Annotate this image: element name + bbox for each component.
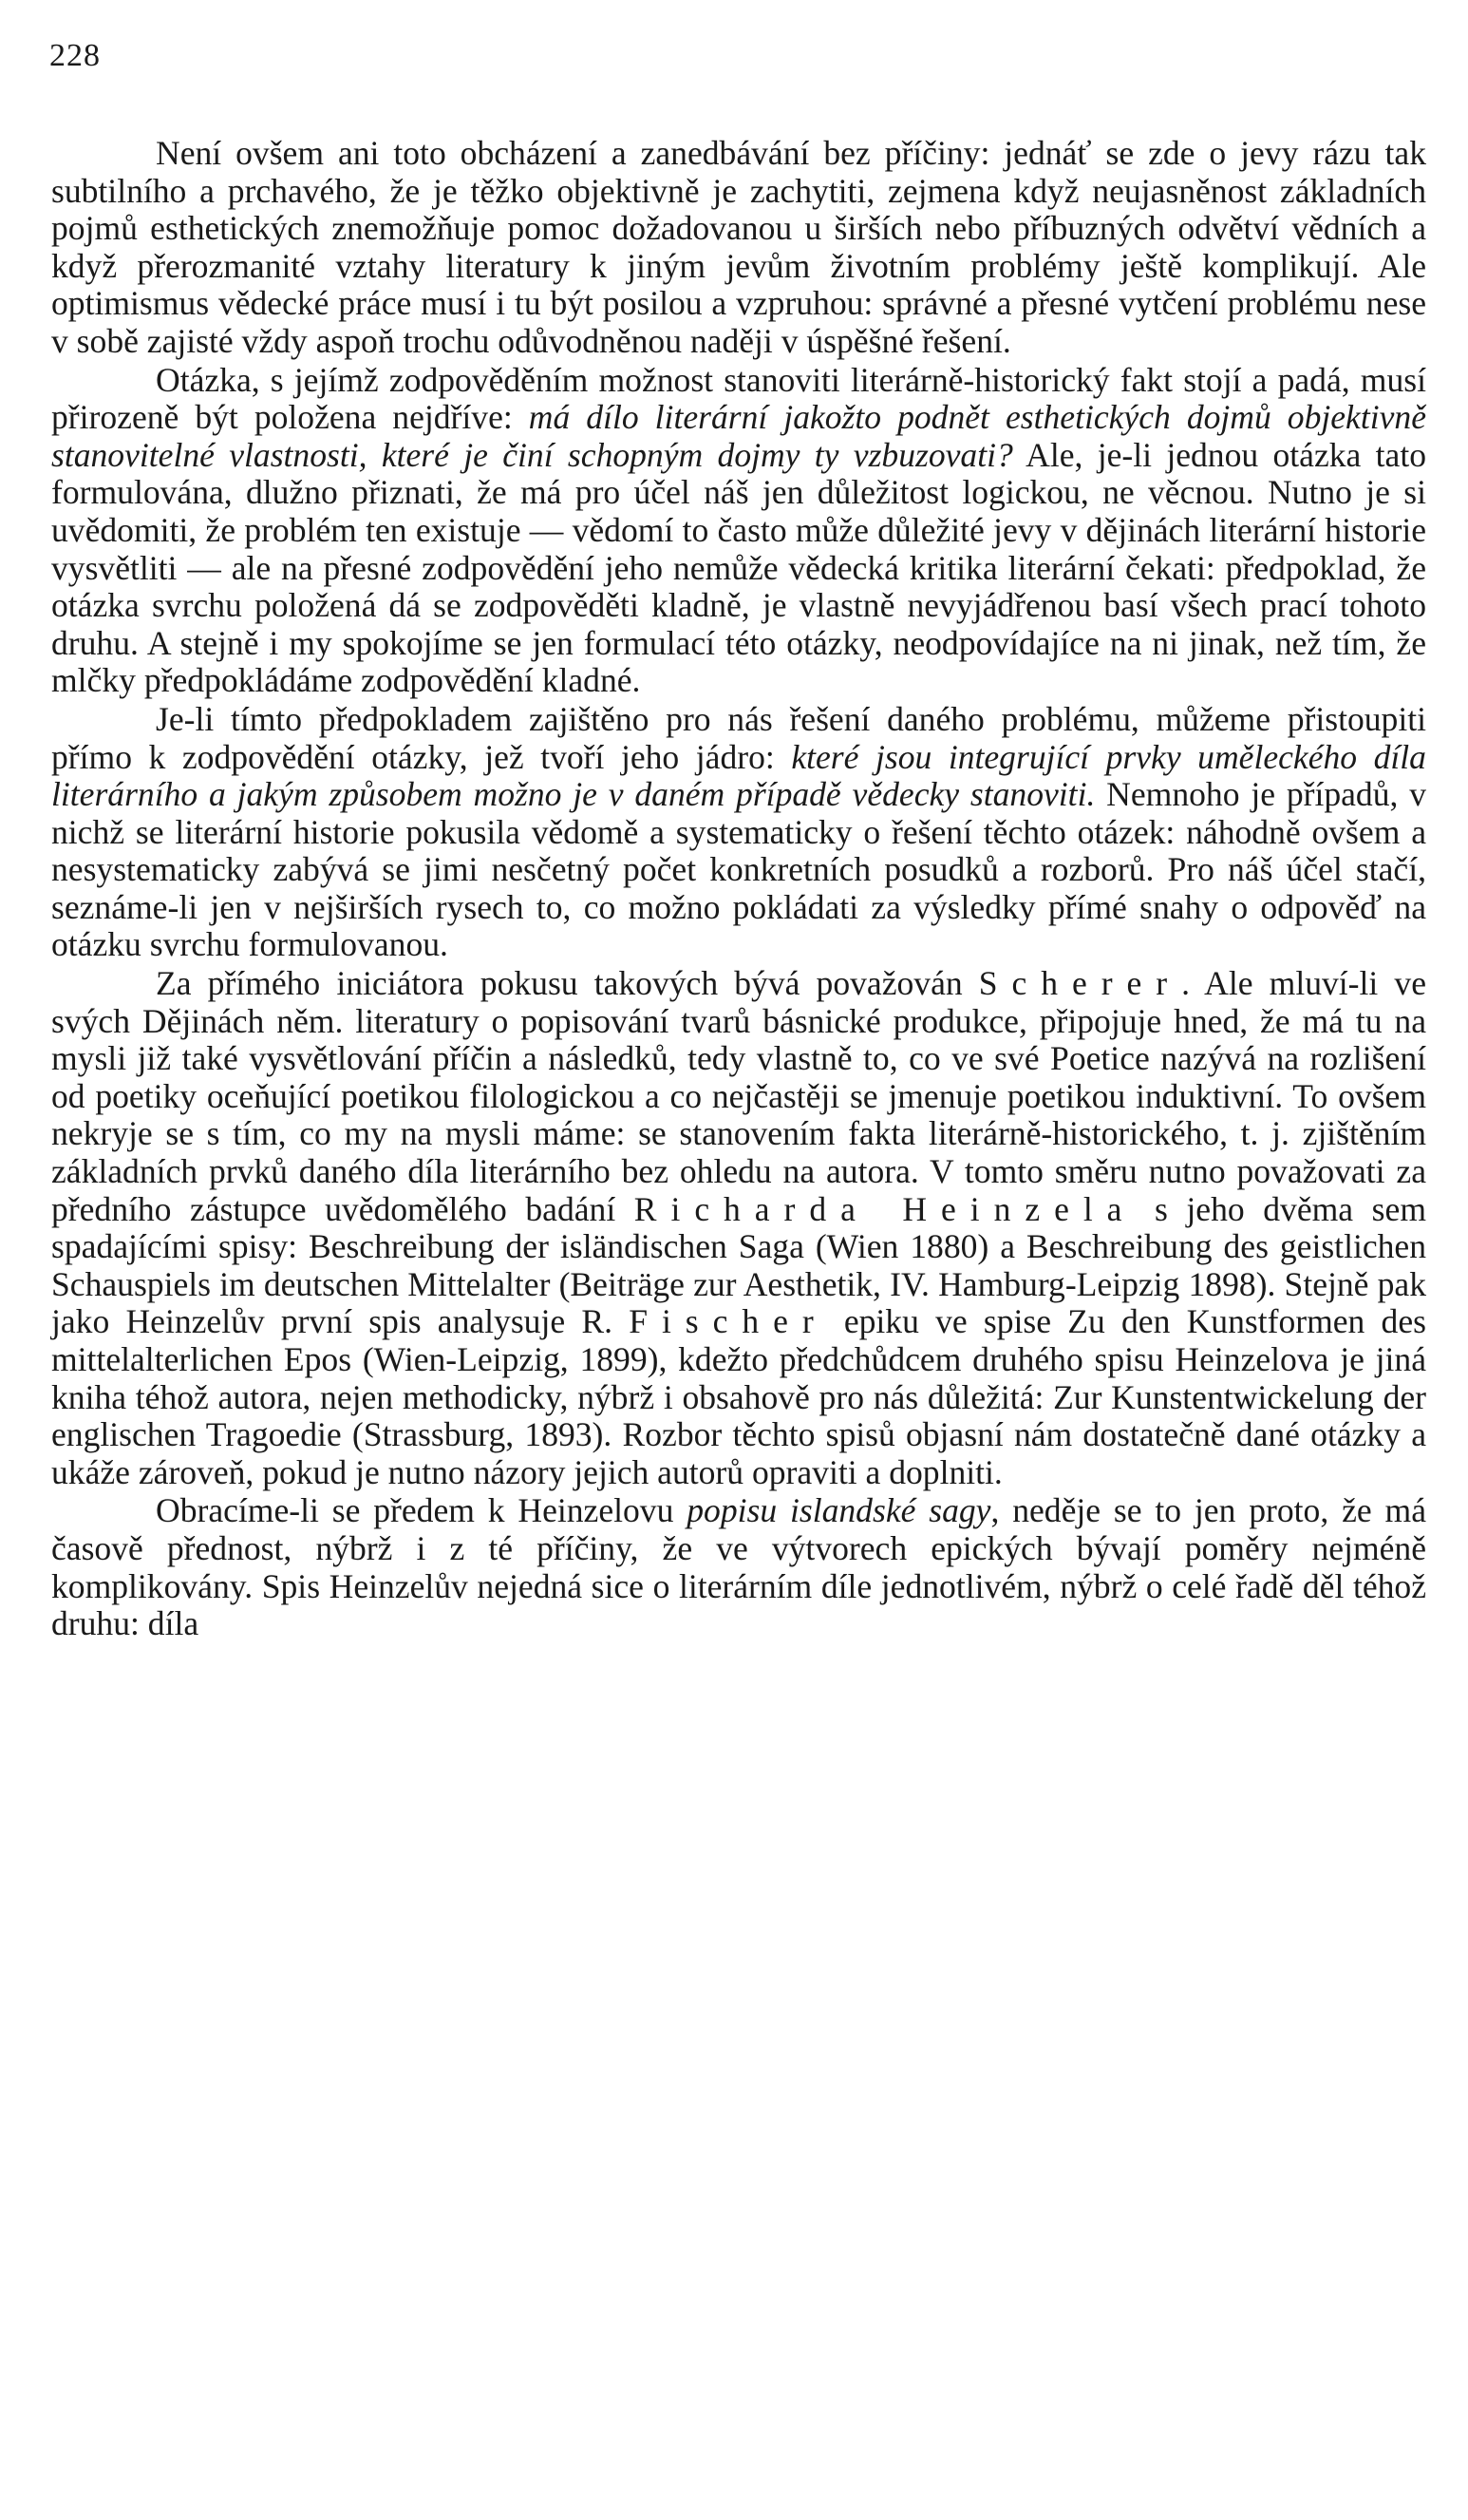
author-name-heinzel: Richarda Heinzela bbox=[633, 1189, 1137, 1228]
paragraph-3-text-a: Je-li tímto předpokladem zajištěno pro nás řešení daného problému, můžeme přistoupiti přímo k zodpovědění otázky, jež tvoří jeho jádro: bbox=[51, 699, 1426, 776]
paragraph-2-text-a: Otázka, s jejímž zodpověděním možnost stanoviti literárně-historický fakt stojí a padá, musí přirozeně být položena nejdříve: bbox=[51, 360, 1426, 437]
paragraph-2-italic-question: má dílo literární jakožto podnět esthetických dojmů objektivně stanovitelné vlastnosti, které je činí schopným dojmy ty vzbuzovati? bbox=[51, 398, 1426, 474]
author-name-fischer: Fischer bbox=[629, 1302, 828, 1341]
paragraph-3 bbox=[51, 701, 1426, 964]
paragraph-5 bbox=[51, 1492, 1426, 1642]
paragraph-4 bbox=[51, 965, 1426, 1491]
paragraph-2-text-b: Ale, je-li jednou otázka tato formulována, dlužno přiznati, že má pro účel náš jen důležitost logickou, ne věcnou. Nutno je si uvědomiti, že problém ten existuje — vědomí to často může důležité jevy v dějinách literární historie vysvětliti — ale na přesné zodpovědění jeho nemůže vědecká kritika literární čekati: předpoklad, že otázka svrchu položená dá se zodpověděti kladně, je vlastně nevyjádřenou basí všech prací tohoto druhu. A stejně i my spokojíme se jen formulací této otázky, neodpovídajíce na ni jinak, než tím, že mlčky předpokládáme zodpovědění kladné. bbox=[51, 435, 1426, 700]
paragraph-5-text-b: , neděje se to jen proto, že má časově přednost, nýbrž i z té příčiny, že ve výtvorech epických bývají poměry nejméně komplikovány. Spis Heinzelův nejedná sice o literárním díle jednotlivém, nýbrž o celé řadě děl téhož druhu: díla bbox=[51, 1491, 1426, 1643]
paragraph-1-text: Není ovšem ani toto obcházení a zanedbávání bez příčiny: jednáť se zde o jevy rázu tak subtilního a prchavého, že je těžko objektivně je zachytiti, zejmena když neujasněnost základních pojmů esthetických znemožňuje pomoc dožadovanou u širších nebo příbuzných odvětví vědních a když přerozmanité vztahy literatury k jiným jevům životním problémy ještě komplikují. Ale optimismus vědecké práce musí i tu být posilou a vzpruhou: správné a přesné vytčení problému nese v sobě zajisté vždy aspoň trochu odůvodněnou naději v úspěšné řešení. bbox=[51, 134, 1426, 360]
paragraph-4-text-c: s jeho dvěma sem spadajícími spisy: Beschreibung der isländischen Saga (Wien 1880) a Beschreibung des geistlichen Schauspiels im deutschen Mittelalter (Beiträge zur Aesthetik, IV. Hamburg-Leipzig 1898). Stejně pak jako Heinzelův první spis analysuje R. bbox=[51, 1189, 1426, 1341]
body-text bbox=[51, 135, 1426, 1643]
paragraph-3-text-b: Nemnoho je případů, v nichž se literární historie pokusila vědomě a systematicky o řešení těchto otázek: náhodně ovšem a nesystematicky zabývá se jimi nesčetný počet konkretních posudků a rozborů. Pro náš účel stačí, seznáme-li jen v nejširších rysech to, co možno pokládati za výsledky přímé snahy o odpověď na otázku svrchu formulovanou. bbox=[51, 775, 1427, 964]
paragraph-5-text-a: Obracíme-li se předem k Heinzelovu bbox=[156, 1491, 687, 1530]
page-number: 228 bbox=[49, 38, 101, 73]
paragraph-4-text-a: Za přímého iniciátora pokusu takových bývá považován bbox=[156, 964, 979, 1003]
paragraph-5-italic-title: popisu islandské sagy bbox=[687, 1491, 991, 1530]
paragraph-4-text-d: epiku ve spise Zu den Kunstformen des mittelalterlichen Epos (Wien-Leipzig, 1899), kdežto předchůdcem druhého spisu Heinzelova je jiná kniha téhož autora, nejen methodicky, nýbrž i obsahově pro nás důležitá: Zur Kunstentwickelung der englischen Tragoedie (Strassburg, 1893). Rozbor těchto spisů objasní nám dostatečně dané otázky a ukáže zároveň, pokud je nutno názory jejich autorů opraviti a doplniti. bbox=[51, 1302, 1426, 1491]
paragraph-2 bbox=[51, 362, 1426, 700]
paragraph-1 bbox=[51, 135, 1426, 361]
paragraph-4-text-b: . Ale mluví-li ve svých Dějinách něm. literatury o popisování tvarů básnické produkce, připojuje hned, že má tu na mysli již také vysvětlování příčin a následků, tedy vlastně to, co ve své Poetice nazývá na rozlišení od poetiky oceňující poetikou filologickou a co nejčastěji se jmenuje poetikou induktivní. To ovšem nekryje se s tím, co my na mysli máme: se stanovením fakta literárně-historického, t. j. zjištěním základních prvků daného díla literárního bez ohledu na autora. V tomto směru nutno považovati za předního zástupce uvědomělého badání bbox=[51, 964, 1426, 1228]
author-name-scherer: Scherer bbox=[978, 964, 1182, 1003]
paragraph-3-italic-question: které jsou integrující prvky uměleckého díla literárního a jakým způsobem možno je v daném případě vědecky stanoviti. bbox=[51, 737, 1426, 814]
